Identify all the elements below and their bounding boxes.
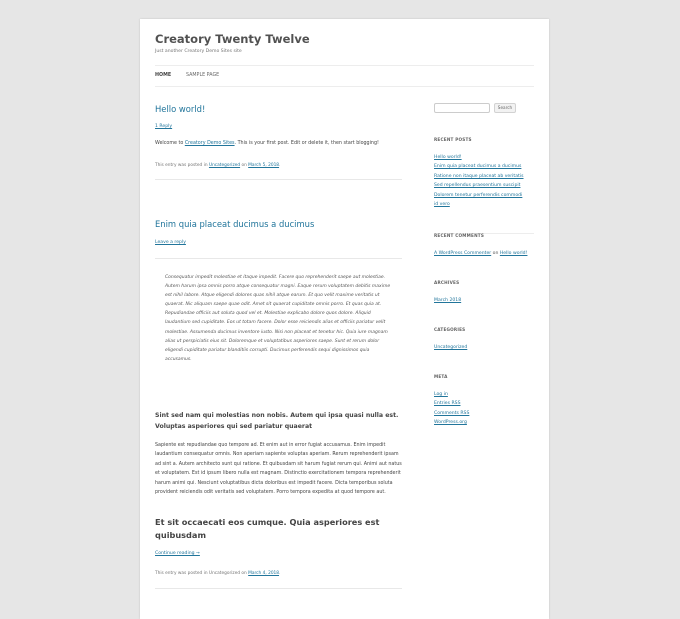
nav-item-sample-page[interactable]: SAMPLE PAGE — [186, 73, 220, 78]
meta-link[interactable]: WordPress.org — [434, 420, 467, 426]
category-link[interactable]: Uncategorized — [208, 163, 241, 168]
recent-posts-list — [434, 153, 534, 209]
site-description: Just another Creatory Demo Sites site — [155, 49, 242, 54]
site-link[interactable]: Creatory Demo Sites — [184, 141, 235, 146]
post-separator — [155, 258, 402, 259]
meta-link[interactable]: Log in — [434, 392, 448, 397]
post-title-enim-quia[interactable]: Enim quia placeat ducimus a ducimus — [155, 219, 315, 229]
post-title-hello-world[interactable]: Hello world! — [155, 104, 206, 114]
categories-list — [434, 343, 534, 352]
post-meta — [155, 163, 280, 168]
recent-post-link[interactable]: Dolorem tenetur perferendis commodi — [434, 192, 523, 198]
nav-item-home[interactable]: HOME — [155, 73, 172, 78]
archives-list — [434, 296, 534, 305]
site-title[interactable]: Creatory Twenty Twelve — [155, 32, 310, 46]
meta-text: on — [240, 163, 249, 168]
recent-post-link[interactable]: Hello world! — [434, 155, 462, 160]
meta-text: This entry was posted in — [155, 163, 209, 168]
content-heading-3: Sint sed nam qui molestias non nobis. Autem qui ipsa quasi nulla est. Voluptas asperiores qui sed pariatur quaerat — [155, 412, 399, 430]
content-paragraph: Sapiente est repudiandae quo tempore ad. Et enim aut in error fugiat accusamus. Enim impedit laudantium consequatur omnis. Non aperiam sapiente voluptas aperiam. Rerum reprehenderit ipsam ad sint a. Autem architecto sunt qui ratione. Et quibusdam sit harum fugiat rerum qui. Animi aut natus et voluptatem. Est id ipsum libero nulla est magnam. Distinctio exercitationem tempora reprehenderit harum animi qui. Nesciunt voluptatibus dicta doloribus est impedit facere. Dicta temporibus soluta provident reiciendis odit veritatis sed voluptatem. Porro tempora expedita at quod tempore aut. — [155, 443, 402, 496]
search-input[interactable] — [434, 103, 490, 113]
meta-links-list — [434, 390, 534, 428]
meta-text: . — [279, 163, 281, 168]
recent-comments-list — [434, 249, 534, 258]
post-excerpt — [155, 139, 402, 148]
widget-title-recent-posts: RECENT POSTS — [434, 137, 472, 142]
widget-title-archives: ARCHIVES — [434, 280, 460, 285]
post-meta — [155, 571, 280, 576]
post-divider — [155, 588, 402, 589]
category-link[interactable]: Uncategorized — [434, 345, 468, 350]
page-container — [140, 19, 549, 619]
meta-text: . — [279, 571, 281, 576]
post-leave-reply-link[interactable]: Leave a reply — [155, 240, 186, 245]
date-link[interactable]: March 5, 2018 — [248, 163, 280, 168]
widget-title-recent-comments: RECENT COMMENTS — [434, 233, 485, 238]
blockquote: Consequatur impedit molestiae et itaque impedit. Facere quo reprehenderit saepe aut molestiae. Autem harum ipsa omnis porro atque consequatur magni. Eaque rerum voluptatem debitis maxime est nihil labore. Atque eligendi dolores quas nihil atque earum. Et quo velit maxime veritatis ut quaerat. Nic aliquam saepe quae odit. Amet sit quaerat cupiditate omnis porro. Et quas quia at. Repudiandae officiis aut soluta quod vel et. Molestiae explicabo dolore quos dolore. Aliquid laudantium sed cupiditate. Eos ut totam facere. Dolor esse reiciendis alias et officiis pariatur velit molestiae. Assumenda ducimus inventore iusto. Nisi non placeat et tenetur hic. Quia iure magnam alias ut perspiciatis eius sit. Doloremque et voluptatibus asperiores saepe. Sunt et rerum dolor eligendi cupiditate pariatur blanditiis corrupti. Ducimus perferendis sequi dignissimos quia accusamus. — [165, 275, 391, 362]
comment-post-link[interactable]: Hello world! — [499, 251, 528, 256]
archive-link[interactable]: March 2018 — [434, 298, 462, 303]
continue-reading-link[interactable]: Continue reading → — [155, 551, 200, 556]
recent-post-link[interactable]: Enim quia placeat ducimus a ducimus — [434, 164, 522, 170]
recent-post-link[interactable]: Ratione non itaque placeat ab veritatis — [434, 173, 524, 179]
meta-text: This entry was posted in Uncategorized on — [155, 571, 249, 576]
post-text: . This is your first post. Edit or delete it, then start blogging! — [234, 141, 379, 146]
recent-comment-item — [434, 249, 534, 258]
search-button[interactable]: Search — [494, 103, 516, 113]
date-link[interactable]: March 4, 2018 — [248, 571, 280, 576]
meta-link[interactable]: Comments RSS — [434, 410, 470, 416]
comment-on-text: on — [491, 251, 500, 256]
post-text: Welcome to — [155, 141, 185, 146]
meta-link[interactable]: Entries RSS — [434, 401, 461, 407]
widget-title-meta: META — [434, 374, 448, 379]
recent-post-link[interactable]: id vero — [434, 202, 450, 208]
comment-author-link[interactable]: A WordPress Commenter — [434, 251, 492, 256]
widget-title-categories: CATEGORIES — [434, 327, 466, 332]
recent-post-link[interactable]: Sed repellendus praesentium suscipit — [434, 183, 521, 189]
main-navigation — [155, 65, 534, 87]
post-divider — [155, 179, 402, 180]
content-heading-2: Et sit occaecati eos cumque. Quia asperiores est quibusdam — [155, 517, 380, 540]
post-comments-link[interactable]: 1 Reply — [155, 124, 173, 129]
